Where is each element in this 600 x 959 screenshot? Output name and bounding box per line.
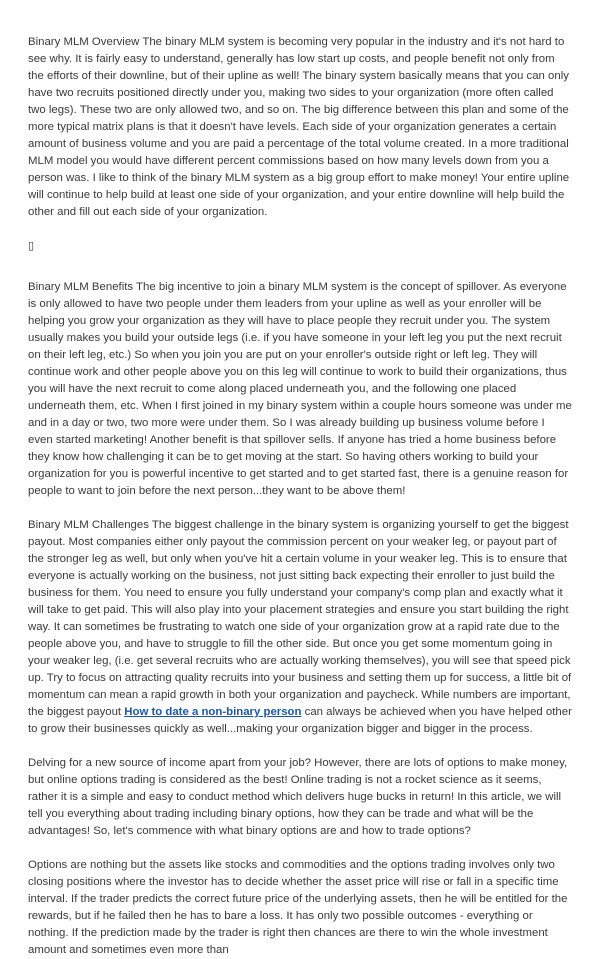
challenges-text-after-link: can always be achieved when you have helped other to grow their businesses quickly as well...making your organization bigger and bigger in the process.	[28, 706, 572, 735]
non-binary-dating-link[interactable]: How to date a non-binary person	[124, 706, 302, 718]
paragraph-options-explanation: Options are nothing but the assets like stocks and commodities and the options trading involves only two closing positions where the investor has to decide whether the asset price will rise or fall in a specific time interval. If the trader predicts the correct future price of the underlying assets, then he will be entitled for the rewards, but if he failed then he has to bare a loss. It has only two possible outcomes - everything or nothing. If the prediction made by the trader is right then chances are there to win the whole investment amount and sometimes even more than	[28, 859, 568, 956]
paragraph-binary-mlm-challenges	[28, 517, 572, 738]
paragraph-binary-mlm-benefits: Binary MLM Benefits The big incentive to join a binary MLM system is the concept of spillover. As everyone is only allowed to have two people under them leaders from your upline as well as your enroller will be helping you grow your organization as they will have to place people they recruit under you. The system usually makes you build your outside legs (i.e. if you have someone in your left leg you put the next recruit on their left leg, etc.) So when you join you are put on your enroller's outside right or left leg. They will continue work and other people above you on this leg will continue to work to build their organizations, thus you will have the next recruit to come along placed underneath you, and the following one placed underneath them, etc. When I first joined in my binary system within a couple hours someone was under me and in a day or two, two more were under them. So I was already building up business volume before I even started marketing! Another benefit is that spillover sells. If anyone has tried a home business before they know how challenging it can be to get moving at the start. So having others working to build your organization for you is powerful incentive to get started and to get started fast, there is a genuine reason for people to want to join before the next person...they want to be above them!	[28, 281, 572, 497]
missing-image-placeholder-icon: ▯	[28, 240, 35, 252]
paragraph-online-options-intro: Delving for a new source of income apart from your job? However, there are lots of options to make money, but online options trading is considered as the best! Online trading is not a rocket science as it seems, rather it is a simple and easy to conduct method which delivers huge bucks in return! In this article, we will tell you everything about trading including binary options, how they can be trade and what will be the advantages! So, let's commence with what binary options are and how to trade options?	[28, 757, 568, 837]
challenges-text-before-link: Binary MLM Challenges The biggest challenge in the binary system is organizing yourself to get the biggest payout. Most companies either only payout the commission percent on your weaker leg, or payout part of the stronger leg as well, but only when you've hit a certain volume in your weaker leg. This is to ensure that everyone is actually working on the business, not just sitting back expecting their enroller to just build the business for them. You need to ensure you fully understand your company's comp plan and exactly what it will take to get paid. This will also play into your placement strategies and ensure you start building the right way. It can sometimes be frustrating to watch one side of your organization grow at a rapid rate due to the people above you, and have to struggle to fill the other side. But once you get some momentum going in your weaker leg, (i.e. get several recruits who are actually working themselves), you will see that speed pick up. Try to focus on attracting quality recruits into your business and setting them up for success, a little bit of momentum can mean a rapid growth in both your organization and paycheck. While numbers are important, the biggest payout	[28, 519, 572, 718]
paragraph-binary-mlm-overview: Binary MLM Overview The binary MLM system is becoming very popular in the industry and it's not hard to see why. It is fairly easy to understand, generally has low start up costs, and people benefit not only from the efforts of their downline, but of their upline as well! The binary system basically means that you can only have two recruits positioned directly under you, making two sides to your organization (more often called two legs). These two are only allowed two, and so on. The big difference between this plan and some of the more typical matrix plans is that it doesn't have levels. Each side of your organization generates a certain amount of business volume and you are paid a percentage of the total volume created. In a more traditional MLM model you would have different percent commissions based on how many levels down from you a person was. I like to think of the binary MLM system as a big group effort to make money! Your entire upline will continue to help build at least one side of your organization, and your entire downline will help build the other and fill out each side of your organization.	[28, 36, 570, 218]
